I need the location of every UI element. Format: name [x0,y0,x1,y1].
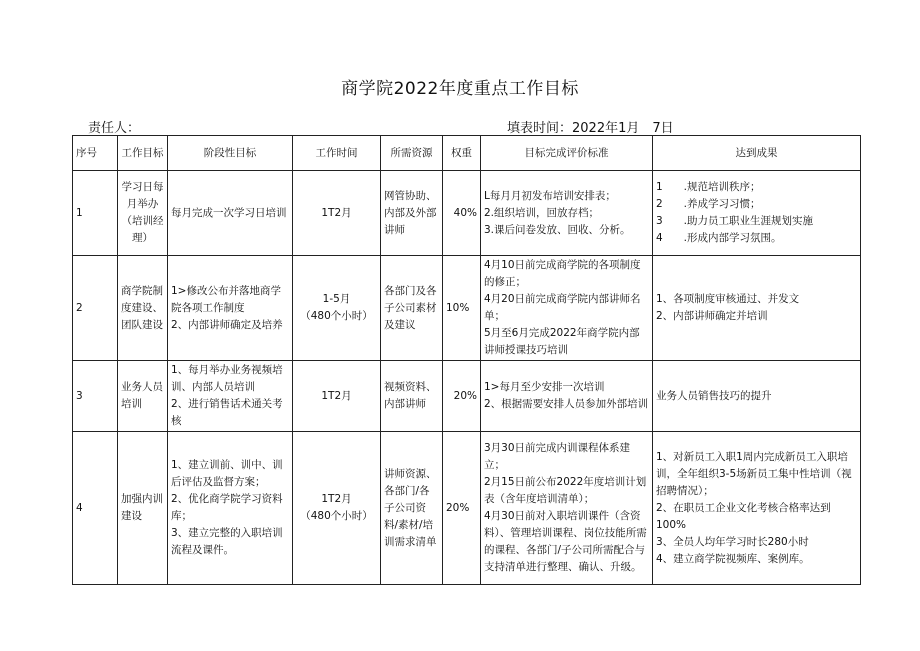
row-time: 1T2月 （480个小时） [293,432,381,585]
row-results: 1、各项制度审核通过、并发文 2、内部讲师确定并培训 [653,256,861,361]
row-results: 1、对新员工入职1周内完成新员工入职培训，全年组织3-5场新员工集中性培训（视招聘情况）； 2、在职员工企业文化考核合格率达到100% 3、全员人均年学习时长280小时 4、建立商学院视频库、案例库。 [653,432,861,585]
row-criteria: 1>每月至少安排一次培训 2、根据需要安排人员参加外部培训 [481,361,653,432]
header-results: 达到成果 [653,136,861,171]
header-resources: 所需资源 [381,136,443,171]
row-stage: 1>修改公布并落地商学院各项工作制度 2、内部讲师确定及培养 [168,256,293,361]
row-weight: 10% [443,256,481,361]
row-goal: 商学院制度建设、团队建设 [118,256,168,361]
row-number: 1 [73,171,118,256]
row-resources: 网管协助、内部及外部讲师 [381,171,443,256]
table-row [73,256,861,361]
row-results: 1 .规范培训秩序； 2 .养成学习习惯； 3 .助力员工职业生涯规划实施 4 .形成内部学习氛围。 [653,171,861,256]
row-results: 业务人员销售技巧的提升 [653,361,861,432]
row-criteria: L每月月初发布培训安排表； 2.组织培训，回放存档； 3.课后问卷发放、回收、分析。 [481,171,653,256]
header-goal: 工作目标 [118,136,168,171]
row-goal: 加强内训建设 [118,432,168,585]
fill-date-label: 填表时间：2022年1月 7日 [507,121,674,136]
table-row [73,171,861,256]
row-goal: 业务人员培训 [118,361,168,432]
owner-label: 责任人： [88,121,141,136]
row-time: 1-5月 （480个小时） [293,256,381,361]
row-stage: 1、每月举办业务视频培训、内部人员培训 2、进行销售话术通关考核 [168,361,293,432]
table-row [73,361,861,432]
table-row [73,432,861,585]
row-stage: 每月完成一次学习日培训 [168,171,293,256]
row-criteria: 4月10日前完成商学院的各项制度的修正； 4月20日前完成商学院内部讲师名单； 5月至6月完成2022年商学院内部讲师授课技巧培训 [481,256,653,361]
table-header-row [73,136,861,171]
row-resources: 各部门及各子公司素材及建议 [381,256,443,361]
row-time: 1T2月 [293,171,381,256]
row-weight: 20% [443,361,481,432]
row-goal: 学习日每月举办（培训经理） [118,171,168,256]
row-criteria: 3月30日前完成内训课程体系建立； 2月15日前公布2022年度培训计划表（含年度培训清单）； 4月30日前对入职培训课件（含资料）、管理培训课程、岗位技能所需的课程、各部门/子公司所需配合与支持清单进行整理、确认、升级。 [481,432,653,585]
row-stage: 1、建立训前、训中、训后评估及监督方案； 2、优化商学院学习资料库； 3、建立完整的入职培训流程及课件。 [168,432,293,585]
header-weight: 权重 [443,136,481,171]
row-time: 1T2月 [293,361,381,432]
row-weight: 40% [443,171,481,256]
header-criteria: 目标完成评价标准 [481,136,653,171]
header-time: 工作时间 [293,136,381,171]
row-number: 2 [73,256,118,361]
row-resources: 视频资料、内部讲师 [381,361,443,432]
row-number: 4 [73,432,118,585]
row-number: 3 [73,361,118,432]
document-title: 商学院2022年度重点工作目标 [341,79,579,99]
header-no: 序号 [73,136,118,171]
row-resources: 讲师资源、各部门/各子公司资料/素材/培训需求清单 [381,432,443,585]
work-goals-table [72,135,861,585]
row-weight: 20% [443,432,481,585]
header-stage: 阶段性目标 [168,136,293,171]
